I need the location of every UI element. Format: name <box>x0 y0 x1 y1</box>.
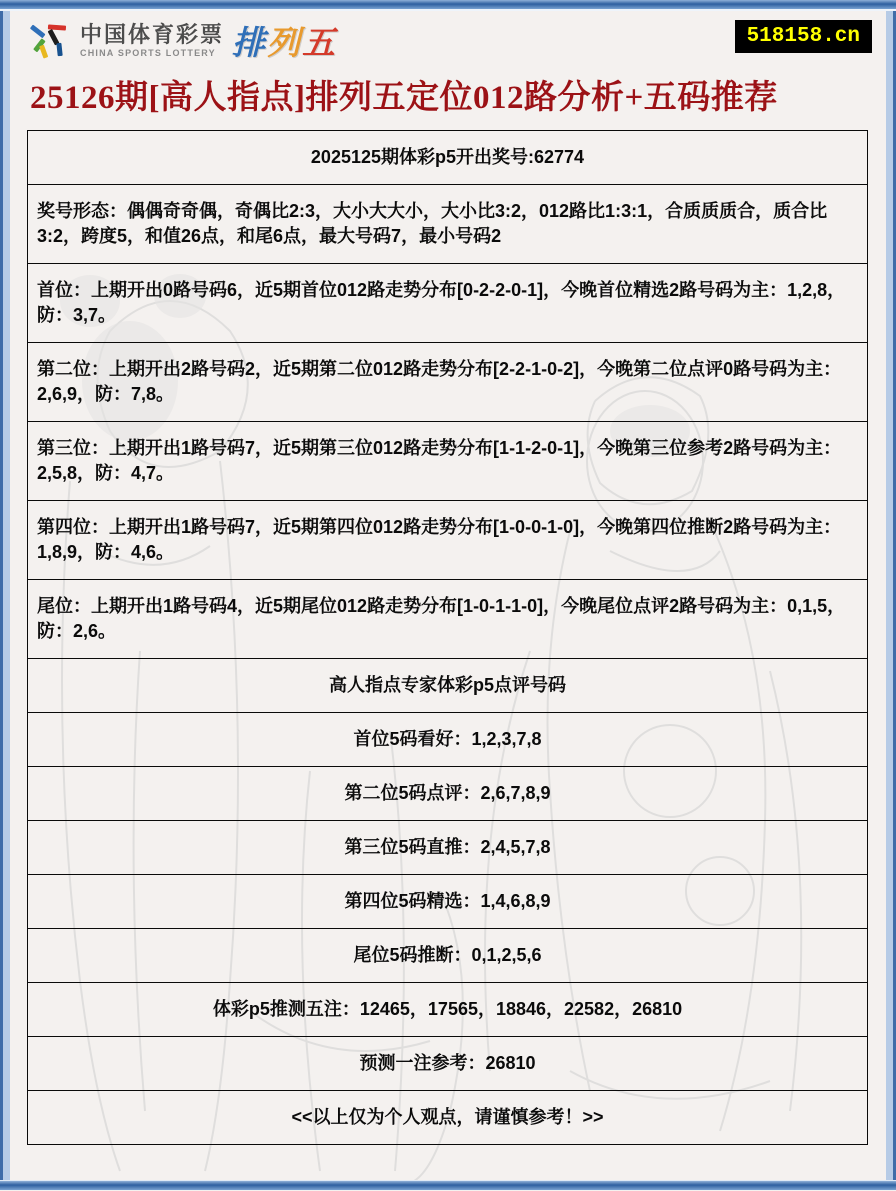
logo-names <box>80 21 225 58</box>
table-row-text: 首位：上期开出0路号码6，近5期首位012路走势分布[0-2-2-0-1]，今晚首位精选2路号码为主：1,2,8，防：3,7。 <box>37 279 846 325</box>
page-title: 25126期[高人指点]排列五定位012路分析+五码推荐 <box>30 80 778 116</box>
lottery-sticks-icon <box>26 19 72 63</box>
site-badge[interactable]: 518158.cn <box>735 20 872 53</box>
table-row <box>27 820 868 875</box>
table-row <box>27 421 868 501</box>
table-row-text: 体彩p5推测五注：12465，17565，18846，22582，26810 <box>212 998 683 1019</box>
content-area <box>10 11 886 1181</box>
table-row <box>27 342 868 422</box>
table-row-text: 第四位：上期开出1路号码7，近5期第四位012路走势分布[1-0-0-1-0]，今晚第四位推断2路号码为主：1,8,9，防：4,6。 <box>37 516 842 562</box>
table-row <box>27 1090 868 1145</box>
analysis-table <box>27 130 868 1145</box>
table-row-text: 第三位5码直推：2,4,5,7,8 <box>344 836 551 857</box>
top-frame-bar <box>0 0 896 11</box>
china-sports-lottery-logo <box>26 17 337 64</box>
table-row-text: 预测一注参考：26810 <box>359 1052 536 1073</box>
logo-en-name: CHINA SPORTS LOTTERY <box>80 47 216 58</box>
table-row <box>27 263 868 343</box>
table-row-text: <<以上仅为个人观点，请谨慎参考！>> <box>291 1106 604 1127</box>
table-row-text: 第三位：上期开出1路号码7，近5期第三位012路走势分布[1-1-2-0-1]，今晚第三位参考2路号码为主：2,5,8，防：4,7。 <box>37 437 842 483</box>
bottom-frame-bar <box>0 1180 896 1190</box>
table-row-text: 第二位5码点评：2,6,7,8,9 <box>344 782 551 803</box>
table-row <box>27 766 868 821</box>
right-frame-bar <box>886 0 896 1190</box>
table-row <box>27 1036 868 1091</box>
table-row-text: 奖号形态：偶偶奇奇偶，奇偶比2:3，大小大大小，大小比3:2，012路比1:3:1，合质质质合，质合比3:2，跨度5，和值26点，和尾6点，最大号码7，最小号码2 <box>37 200 828 246</box>
table-row <box>27 874 868 929</box>
table-row <box>27 184 868 264</box>
table-row-text: 第四位5码精选：1,4,6,8,9 <box>344 890 551 911</box>
table-row-text: 首位5码看好：1,2,3,7,8 <box>353 728 542 749</box>
logo-product-name: 排列五 <box>232 24 338 61</box>
logo-cn-name: 中国体育彩票 <box>80 21 225 47</box>
table-row <box>27 928 868 983</box>
table-row-text: 第二位：上期开出2路号码2，近5期第二位012路走势分布[2-2-1-0-2]，今晚第二位点评0路号码为主：2,6,9，防：7,8。 <box>37 358 842 404</box>
table-row-text: 2025125期体彩p5开出奖号:62774 <box>310 146 585 167</box>
header <box>10 11 886 69</box>
table-row <box>27 658 868 713</box>
table-row <box>27 982 868 1037</box>
left-frame-bar <box>0 0 10 1190</box>
table-row-text: 尾位：上期开出1路号码4，近5期尾位012路走势分布[1-0-1-1-0]，今晚尾位点评2路号码为主：0,1,5，防：2,6。 <box>37 595 846 641</box>
table-row <box>27 500 868 580</box>
table-row <box>27 712 868 767</box>
table-row <box>27 579 868 659</box>
table-row <box>27 130 868 185</box>
table-row-text: 高人指点专家体彩p5点评号码 <box>328 674 566 695</box>
table-row-text: 尾位5码推断：0,1,2,5,6 <box>353 944 542 965</box>
